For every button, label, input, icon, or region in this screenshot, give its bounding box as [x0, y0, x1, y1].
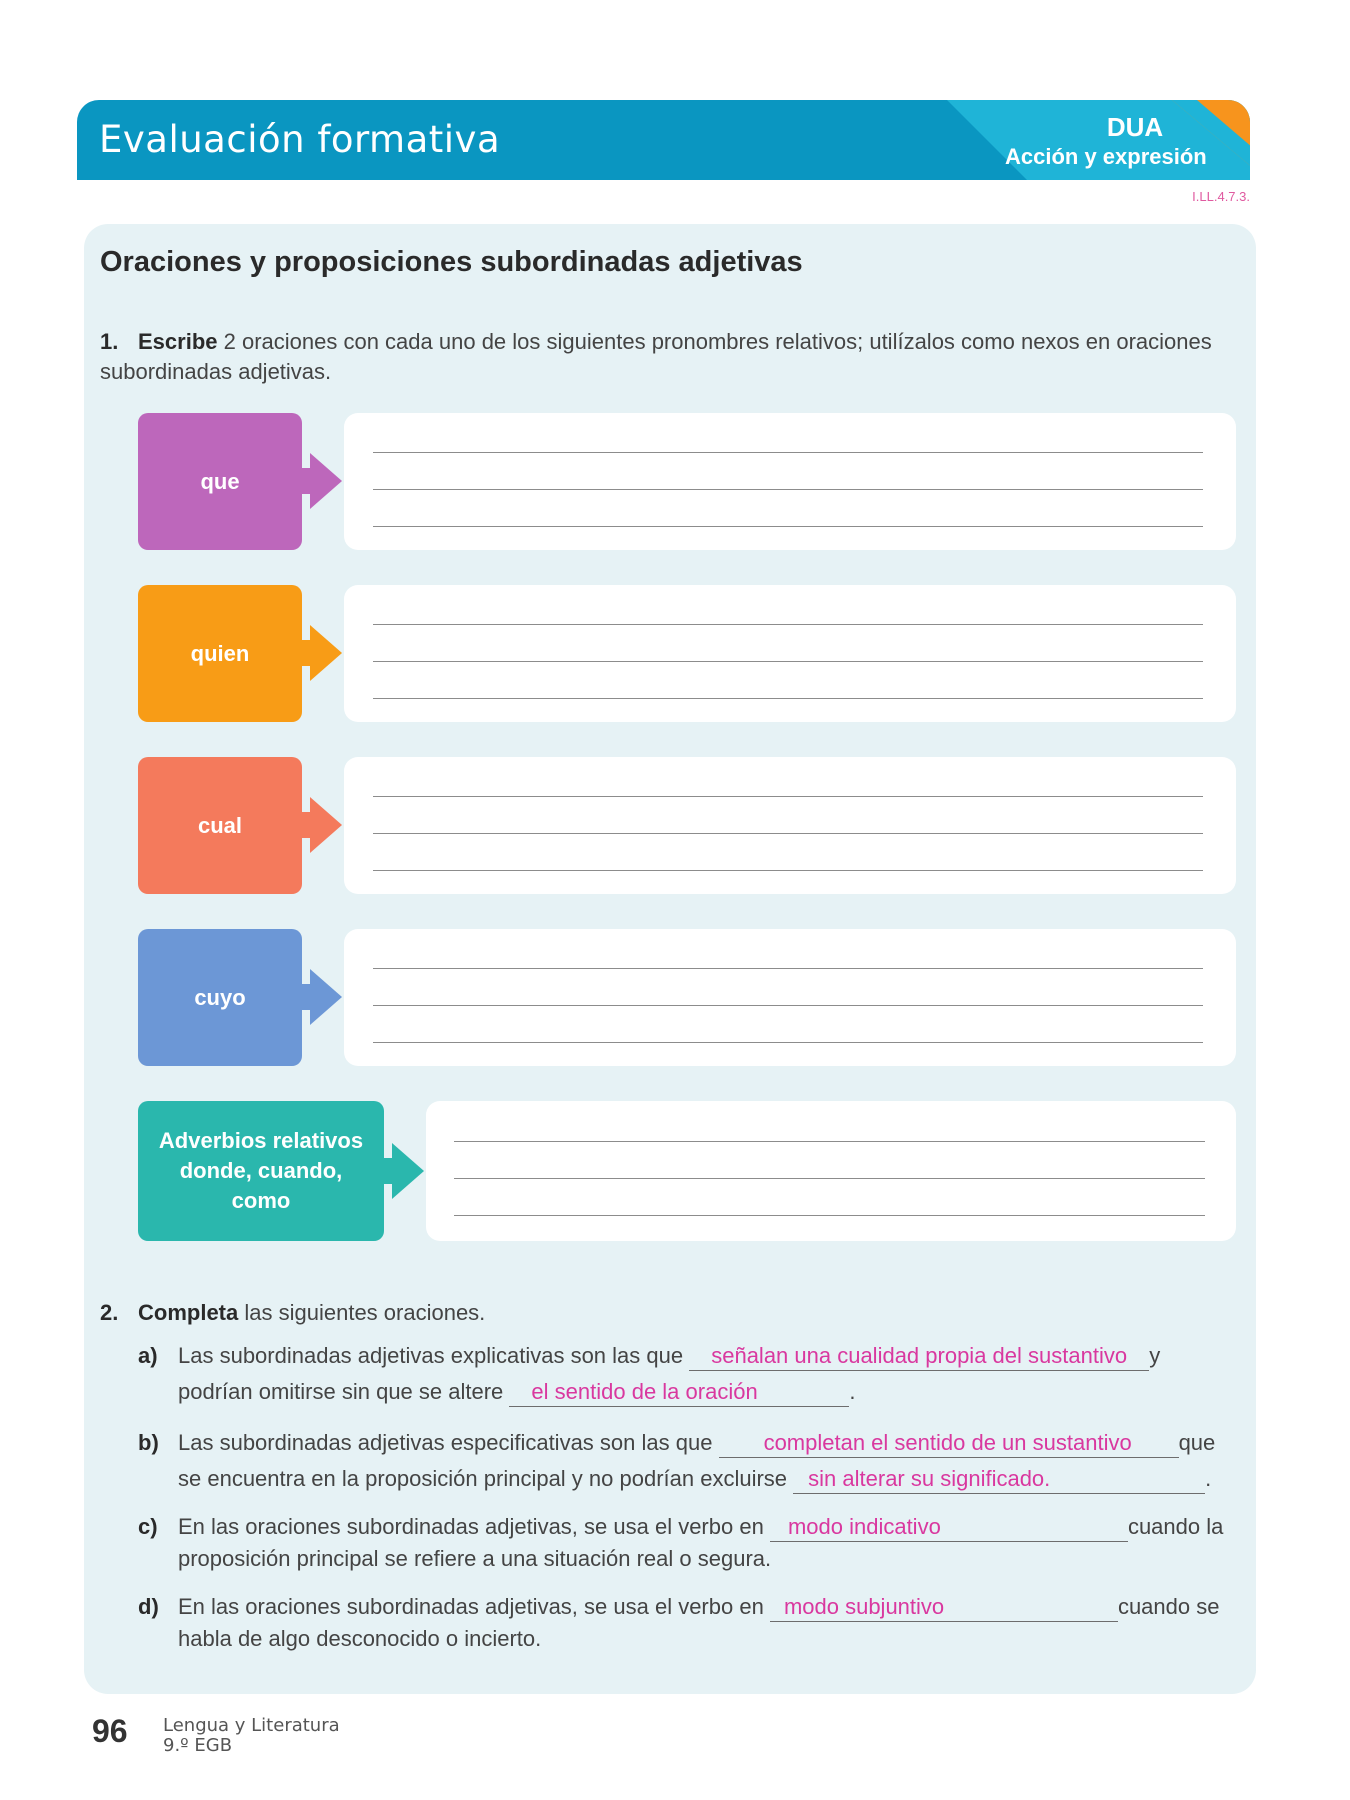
question-verb: Escribe	[138, 329, 218, 354]
answer-blank[interactable]: completan el sentido de un sustantivo	[719, 1429, 1179, 1458]
question-verb: Completa	[138, 1300, 239, 1325]
item-c	[138, 1511, 1238, 1575]
item-c-line2	[138, 1543, 1238, 1575]
item-text: que	[1178, 1430, 1216, 1455]
question-number: 1.	[100, 329, 119, 354]
item-text: cuando la	[1127, 1514, 1224, 1539]
item-text: En las oraciones subordinadas adjetivas, se usa el verbo en	[178, 1594, 764, 1619]
relative-adverbs	[138, 1101, 384, 1241]
grade-name: 9.º EGB	[163, 1735, 233, 1756]
writing-line	[373, 624, 1203, 625]
item-a-line2	[138, 1374, 1238, 1410]
item-text: En las oraciones subordinadas adjetivas, se usa el verbo en	[178, 1514, 764, 1539]
dua-title: DUA	[1106, 112, 1164, 142]
question-2	[100, 1300, 485, 1326]
question-1	[100, 327, 1240, 387]
arrow-right-icon	[310, 797, 342, 853]
dua-subtitle: Acción y expresión	[1005, 144, 1207, 169]
item-d-line1	[138, 1591, 1238, 1623]
question-number: 2.	[100, 1300, 119, 1325]
answer-blank[interactable]: sin alterar su significado.	[793, 1465, 1205, 1494]
item-text: Las subordinadas adjetivas explicativas son las que	[178, 1343, 684, 1368]
pronoun-label: quien	[190, 640, 250, 666]
question-text: las siguientes oraciones.	[244, 1300, 486, 1325]
item-label: c)	[138, 1514, 158, 1539]
arrow-right-icon	[392, 1143, 424, 1199]
arrow-right-icon	[310, 453, 342, 509]
writing-line	[373, 452, 1203, 453]
item-d	[138, 1591, 1238, 1655]
header-banner	[77, 100, 1250, 180]
answer-box-cual[interactable]	[344, 757, 1236, 894]
adverbs-label-line2: donde, cuando,	[179, 1158, 343, 1183]
pronoun-label: que	[200, 468, 240, 494]
item-c-line1	[138, 1511, 1238, 1543]
writing-line	[454, 1141, 1205, 1142]
pronoun-que	[138, 413, 302, 550]
item-text: Las subordinadas adjetivas especificativas son las que	[178, 1430, 713, 1455]
writing-line	[454, 1215, 1205, 1216]
writing-line	[373, 870, 1203, 871]
item-a-line1	[138, 1338, 1238, 1374]
arrow-right-icon	[310, 969, 342, 1025]
answer-box-que[interactable]	[344, 413, 1236, 550]
writing-line	[373, 489, 1203, 490]
pronoun-label: cuyo	[194, 984, 246, 1010]
writing-line	[373, 1005, 1203, 1006]
answer-blank[interactable]: modo indicativo	[770, 1513, 1128, 1542]
answer-box-adverbs[interactable]	[426, 1101, 1236, 1241]
item-label: a)	[138, 1343, 158, 1368]
arrow-right-icon	[310, 625, 342, 681]
section-title: Oraciones y proposiciones subordinadas adjetivas	[100, 246, 803, 278]
page-title: Evaluación formativa	[99, 118, 501, 161]
item-text: podrían omitirse sin que se altere	[178, 1379, 504, 1404]
item-text: .	[849, 1379, 856, 1404]
item-text: y	[1149, 1343, 1161, 1368]
item-text: habla de algo desconocido o incierto.	[178, 1626, 542, 1651]
writing-line	[373, 526, 1203, 527]
answer-box-cuyo[interactable]	[344, 929, 1236, 1066]
writing-line	[373, 968, 1203, 969]
writing-line	[454, 1178, 1205, 1179]
answer-blank[interactable]: modo subjuntivo	[770, 1593, 1118, 1622]
item-b-line1	[138, 1425, 1238, 1461]
item-label: b)	[138, 1430, 159, 1455]
writing-line	[373, 698, 1203, 699]
pronoun-cual	[138, 757, 302, 894]
item-b	[138, 1425, 1238, 1497]
answer-box-quien[interactable]	[344, 585, 1236, 722]
indicator-code: I.LL.4.7.3.	[1192, 189, 1250, 204]
item-label: d)	[138, 1594, 159, 1619]
answer-blank[interactable]: señalan una cualidad propia del sustantivo	[689, 1342, 1149, 1371]
writing-line	[373, 1042, 1203, 1043]
item-b-line2	[138, 1461, 1238, 1497]
item-d-line2	[138, 1623, 1238, 1655]
footer-subject	[163, 1716, 340, 1756]
question-text: 2 oraciones con cada uno de los siguientes pronombres relativos; utilízalos como nexos en oraciones subordinadas adjetivas.	[100, 329, 1212, 384]
dua-panel	[867, 100, 1250, 180]
pronoun-quien	[138, 585, 302, 722]
adverbs-label-line1: Adverbios relativos	[158, 1128, 364, 1153]
item-text: .	[1205, 1466, 1212, 1491]
writing-line	[373, 661, 1203, 662]
writing-line	[373, 796, 1203, 797]
pronoun-cuyo	[138, 929, 302, 1066]
item-text: cuando se	[1117, 1594, 1220, 1619]
item-a	[138, 1338, 1238, 1410]
subject-name: Lengua y Literatura	[163, 1715, 340, 1736]
answer-blank[interactable]: el sentido de la oración	[509, 1378, 849, 1407]
adverbs-label-line3: como	[231, 1188, 291, 1213]
page-number: 96	[92, 1713, 128, 1749]
item-text: proposición principal se refiere a una situación real o segura.	[178, 1546, 772, 1571]
item-text: se encuentra en la proposición principal y no podrían excluirse	[178, 1466, 788, 1491]
pronoun-label: cual	[197, 812, 243, 838]
writing-line	[373, 833, 1203, 834]
